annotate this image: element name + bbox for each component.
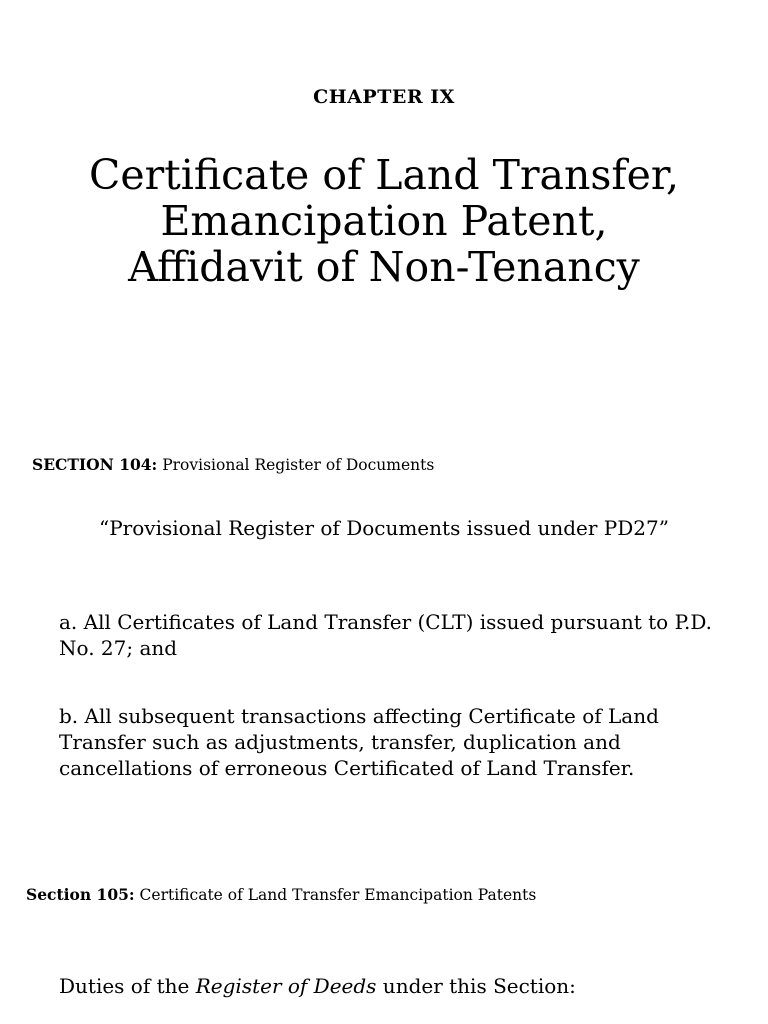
duties-prefix: Duties of the — [59, 974, 196, 998]
section-105-duties-text — [59, 973, 739, 999]
section-105-title: Certificate of Land Transfer Emancipation Patents — [134, 886, 537, 904]
duties-emphasis: Register of Deeds — [195, 974, 377, 998]
section-104-quote: “Provisional Register of Documents issued under PD27” — [99, 516, 669, 540]
section-105-number: Section 105: — [26, 885, 135, 904]
section-104-number: SECTION 104: — [32, 455, 158, 474]
chapter-title: Certificate of Land Transfer, Emancipation Patent, Affidavit of Non-Tenancy — [89, 151, 679, 291]
section-104-item-b: b. All subsequent transactions affecting Certificate of Land Transfer such as adjustments, transfer, duplication and cancellations of erroneous Certificated of Land Transfer. — [59, 704, 659, 780]
section-104-heading — [32, 455, 434, 474]
section-104-item-a: a. All Certificates of Land Transfer (CLT) issued pursuant to P.D. No. 27; and — [59, 610, 713, 660]
duties-suffix: under this Section: — [376, 974, 576, 998]
chapter-label: CHAPTER IX — [313, 86, 455, 108]
section-105-heading — [26, 885, 536, 904]
section-104-title: Provisional Register of Documents — [157, 456, 435, 474]
